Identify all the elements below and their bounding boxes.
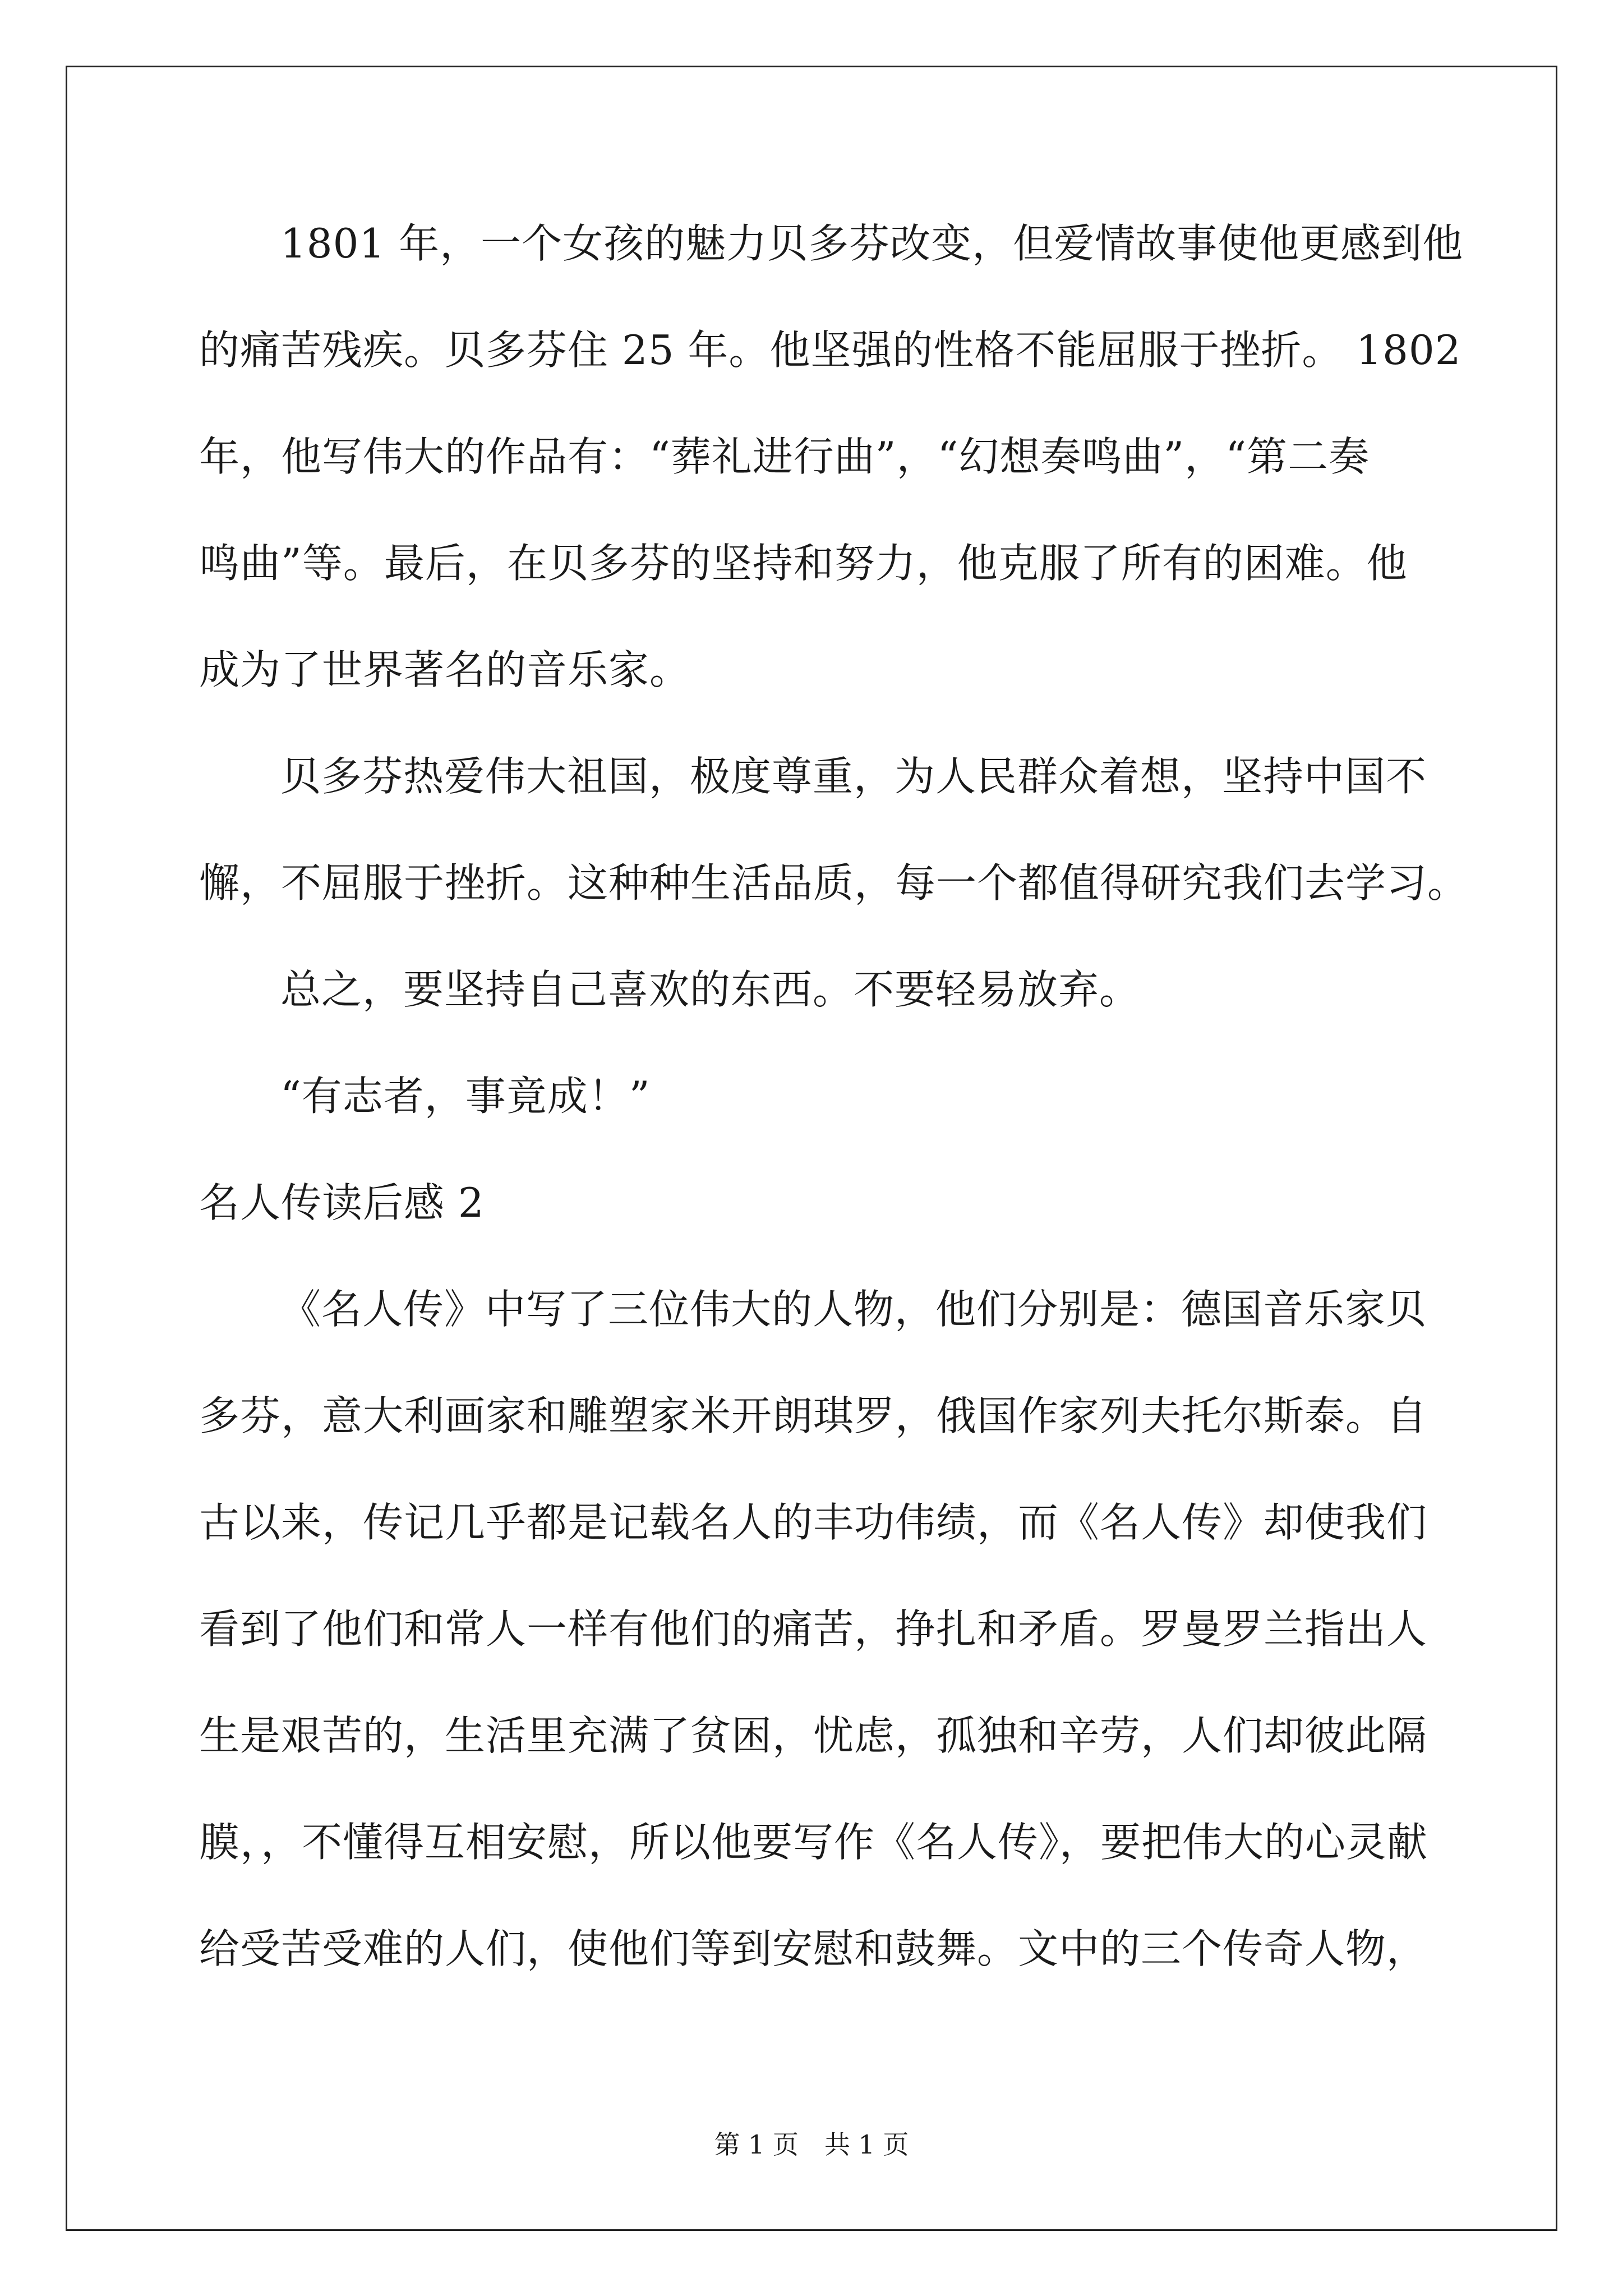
- text-line: 总之，要坚持自己喜欢的东西。不要轻易放弃。: [280, 966, 1141, 1013]
- text-line: 贝多芬热爱伟大祖国，极度尊重，为人民群众着想，坚持中国不: [280, 753, 1427, 800]
- document-body: [199, 220, 1469, 2035]
- text-line: 膜，，不懂得互相安慰，所以他要写作《名人传》，要把伟大的心灵献: [199, 1819, 1428, 1866]
- text-line: 多芬，意大利画家和雕塑家米开朗琪罗，俄国作家列夫托尔斯泰。自: [199, 1392, 1428, 1439]
- page-number-footer: 第 1 页 共 1 页: [714, 2129, 909, 2160]
- text-line: 看到了他们和常人一样有他们的痛苦，挣扎和矛盾。罗曼罗兰指出人: [199, 1605, 1428, 1653]
- text-line: 古以来，传记几乎都是记载名人的丰功伟绩，而《名人传》却使我们: [199, 1499, 1428, 1546]
- text-line: “有志者，事竟成！”: [280, 1073, 651, 1120]
- text-line: 生是艰苦的，生活里充满了贫困，忧虑，孤独和辛劳，人们却彼此隔: [199, 1712, 1428, 1759]
- text-line: 给受苦受难的人们，使他们等到安慰和鼓舞。文中的三个传奇人物，: [199, 1925, 1428, 1972]
- text-line: 的痛苦残疾。贝多芬住 25 年。他坚强的性格不能屈服于挫折。 1802: [199, 326, 1461, 374]
- text-line: 鸣曲”等。最后，在贝多芬的坚持和努力，他克服了所有的困难。他: [199, 540, 1408, 587]
- text-line: 《名人传》中写了三位伟大的人物，他们分别是：德国音乐家贝: [280, 1286, 1427, 1333]
- text-line: 懈，不屈服于挫折。这种种生活品质，每一个都值得研究我们去学习。: [199, 859, 1469, 907]
- text-line: 成为了世界著名的音乐家。: [199, 646, 691, 693]
- text-line: 1801 年，一个女孩的魅力贝多芬改变，但爱情故事使他更感到他: [280, 220, 1464, 267]
- text-line: 年，他写伟大的作品有：“葬礼进行曲”，“幻想奏鸣曲”，“第二奏: [199, 433, 1370, 480]
- section-heading: 名人传读后感 2: [199, 1179, 485, 1226]
